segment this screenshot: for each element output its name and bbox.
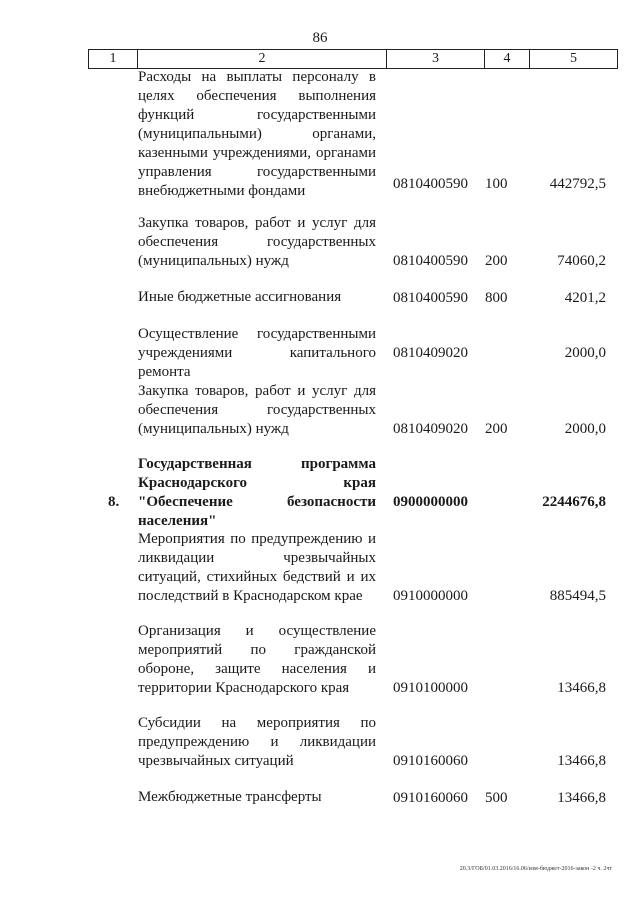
- row-amount: 2244676,8: [542, 494, 606, 510]
- row-amount: 2000,0: [564, 421, 606, 437]
- row-description: Организация и осуществление мероприятий по гражданской обороне, защите населения и территории Краснодарского края: [138, 623, 376, 696]
- table-row: [88, 530, 616, 606]
- row-amount: 885494,5: [549, 588, 606, 604]
- row-code: 0900000000: [393, 494, 468, 510]
- row-amount: 13466,8: [557, 753, 606, 769]
- row-code: 0910000000: [393, 588, 468, 604]
- row-amount: 442792,5: [549, 176, 606, 192]
- row-amount: 4201,2: [564, 290, 606, 306]
- header-col-2: 2: [138, 50, 387, 68]
- row-type: 100: [485, 176, 508, 192]
- row-code: 0910100000: [393, 680, 468, 696]
- row-code: 0910160060: [393, 753, 468, 769]
- row-code: 0810409020: [393, 421, 468, 437]
- table-row: [88, 382, 616, 439]
- row-description: Закупка товаров, работ и услуг для обеспечения государственных (муниципальных) нужд: [138, 215, 376, 269]
- table-row: [88, 622, 616, 698]
- row-amount: 13466,8: [557, 790, 606, 806]
- page-number: 86: [312, 30, 328, 46]
- row-code: 0910160060: [393, 790, 468, 806]
- row-description: Государственная программа Краснодарского края "Обеспечение безопасности населения": [138, 456, 376, 529]
- row-description: Межбюджетные трансферты: [138, 789, 322, 805]
- table-header: [88, 49, 618, 69]
- row-code: 0810409020: [393, 345, 468, 361]
- document-footer: 20.3/ГОБ/01.03.2016/16.06/изм-бюджет-2016-закон -2 ч. 2чт: [459, 866, 612, 872]
- row-description: Субсидии на мероприятия по предупреждению и ликвидации чрезвычайных ситуаций: [138, 715, 376, 769]
- row-type: 200: [485, 253, 508, 269]
- row-description: Иные бюджетные ассигнования: [138, 289, 342, 305]
- table-row: [88, 788, 616, 808]
- row-type: 500: [485, 790, 508, 806]
- table-row: [88, 214, 616, 271]
- row-amount: 13466,8: [557, 680, 606, 696]
- row-code: 0810400590: [393, 176, 468, 192]
- table-row: [88, 714, 616, 771]
- row-amount: 74060,2: [557, 253, 606, 269]
- row-description: Осуществление государственными учреждениями капитального ремонта: [138, 326, 376, 380]
- row-description: Расходы на выплаты персоналу в целях обеспечения выполнения функций государственными (муниципальными) органами, казенными учреждениями, органами управления государственными внебюджетными фондами: [138, 69, 376, 199]
- row-description: Закупка товаров, работ и услуг для обеспечения государственных (муниципальных) нужд: [138, 383, 376, 437]
- row-amount: 2000,0: [564, 345, 606, 361]
- row-type: 800: [485, 290, 508, 306]
- row-code: 0810400590: [393, 253, 468, 269]
- table-row: [88, 68, 616, 199]
- header-col-5: 5: [570, 51, 577, 66]
- row-type: 200: [485, 421, 508, 437]
- table-row: [88, 325, 616, 380]
- header-col-4: 4: [485, 50, 530, 68]
- row-description: Мероприятия по предупреждению и ликвидации чрезвычайных ситуаций, стихийных бедствий и их последствий в Краснодарском крае: [138, 531, 376, 604]
- header-col-1: 1: [89, 50, 138, 68]
- table-row-program: [88, 455, 616, 529]
- row-code: 0810400590: [393, 290, 468, 306]
- table-row: [88, 288, 616, 308]
- row-number: 8.: [108, 494, 120, 510]
- header-col-3: 3: [387, 50, 485, 68]
